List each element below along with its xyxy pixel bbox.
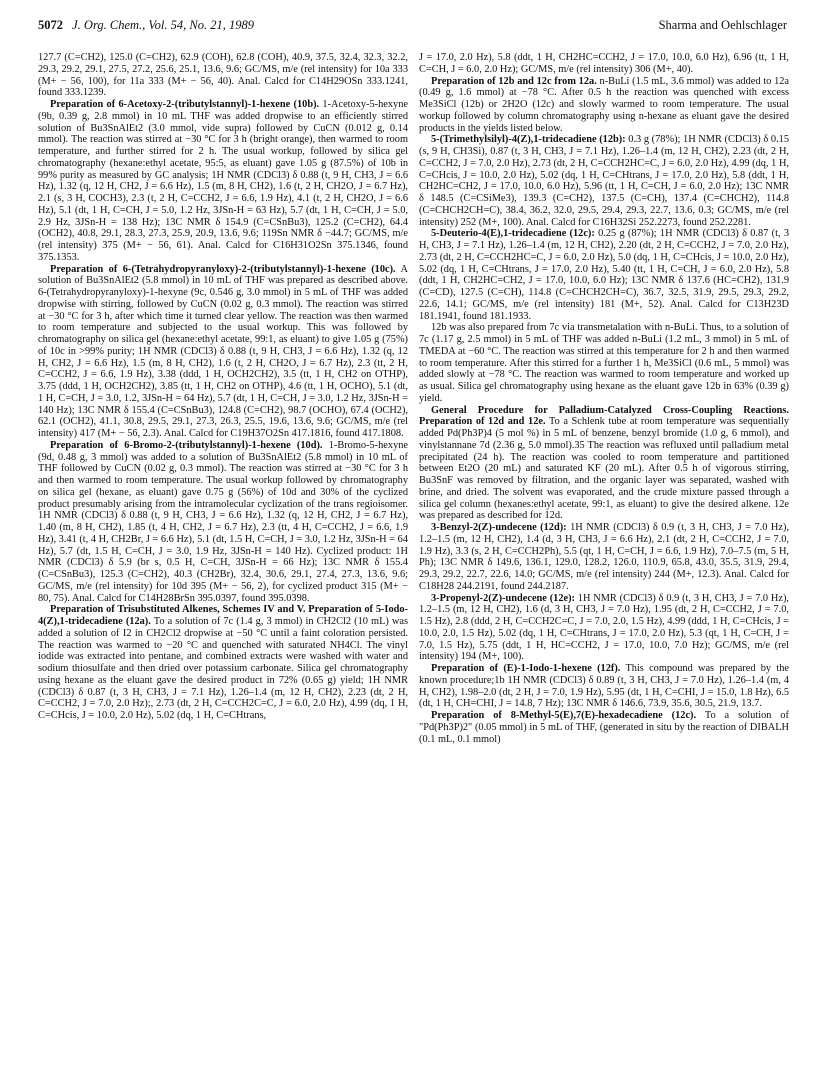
section-heading: Preparation of (E)-1-Iodo-1-hexene (12f). [431,663,621,674]
paragraph-text: n-BuLi (1.5 mL, 3.6 mmol) was added to 12a (0.49 g, 1.6 mmol) at −78 °C. After 0.5 h the reaction was quenched with excess Me3SiCl (12b) or 2H2O (12c) and slowly warmed to room temperature. The usual workup followed by column chromatography using n-hexane as eluant gave the desired products in the yields listed below. [419,75,789,134]
paragraph-text: 1-Bromo-5-hexyne (9d, 0.48 g, 3 mmol) was added to a solution of Bu3SnAlEt2 (5.8 mmol) in 10 mL of THF followed by CuCN (0.02 g, 0.3 mmol). The reaction was stirred at −30 °C for 3 h and then warmed to room temperature. The usual workup followed by chromatography on silica gel (hexane, as eluant) gave 0.75 g (56%) of 10d and 30% of the cyclized product presumably arising from the intramolecular cyclization of the trans regioisomer. 1H NMR (CDCl3) δ 0.88 (t, 9 H, CH3, J = 6.6 Hz), 1.32 (q, 12 H, CH2, J = 6.7 Hz), 1.40 (m, 8 H, CH2), 1.85 (t, 4 H, CH2, J = 6.7 Hz), 2.3 (tt, 4 H, C=CCH2, J = 6.6, 1.9 Hz), 3.41 (t, 4 H, CH2Br, J = 6.6 Hz), 5.1 (dt, 1.5 H, C=CH, J = 3.0, 1.2 Hz, 3JSn-H = 64 Hz), 5.7 (dt, 1.5 H, C=CH, J = 3.0, 1.9 Hz, 3JSn-H = 140 Hz). Cyclized product: 1H NMR (CDCl3) δ 5.9 (br s, 0.5 H, C=CH, 3JSn-H = 66 Hz); 13C NMR δ 155.4 (C=CSnBu3), 125.3 (C=CH2), 40.3 (CH2Br), 32.4, 30.6, 29.1, 27.4, 27.3, 13.6, 9.6; GC/MS, m/e (rel intensity) for 10d 395 (M+ − 56, 2), for cyclized product 315 (M+ − 80, 75). Anal. Calcd for C14H28BrSn 395.0397, found 395.0398. [38,439,408,604]
paragraph [419,710,789,745]
paragraph-text: 1H NMR (CDCl3) δ 0.9 (t, 3 H, CH3, J = 7.0 Hz), 1.2–1.5 (m, 12 H, CH2), 1.6 (d, 3 H, CH3, J = 7.0 Hz), 1.95 (dt, 2 H, C=CCH2, J = 7.0, 1.5 Hz), 2.8 (ddd, 2 H, C=CCH2C=C, J = 7.0, 2.0, 1.5 Hz), 4.99 (ddd, 1 H, C=CHcis, J = 10.0, 2.0, 1.5 Hz), 5.02 (dq, 1 H, C=CHtrans, J = 17.0, 2.0 Hz), 5.3 (qt, 1 H, C=CH, J = 7.0, 1.5 Hz), 5.75 (ddt, 1 H, HC=CCH2, J = 17.0, 10.0, 7.0 Hz); GC/MS, m/e (rel intensity) 194 (M+, 100). [419,592,789,663]
paragraph [419,52,789,76]
section-heading: Preparation of 6-Acetoxy-2-(tributylstannyl)-1-hexene (10b). [50,99,320,110]
paragraph [38,604,408,722]
paragraph-text: To a solution of 7c (1.4 g, 3 mmol) in CH2Cl2 (10 mL) was added a solution of I2 in CH2Cl2 dropwise at −50 °C until a faint coloration persisted. The reaction was warmed to −20 °C and quenched with saturated NH4Cl. The vinyl iodide was extracted into pentane, and combined extracts were washed with water and sodium thiosulfate and then dried over potassium carbonate. Silica gel chromatography using hexane as the eluant gave the desired product in 72% (0.65 g) yield; 1H NMR (CDCl3) δ 0.87 (t, 3 H, CH3, J = 7.1 Hz), 1.26–1.4 (m, 12 H, CH2), 2.23 (dt, 2 H, C=CCH2, J = 7.0, 2.0 Hz);, 2.73 (dt, 2 H, C=CCH2C=C, J = 6.0, 2.0 Hz), 4.99 (dq, 1 H, C=CHcis, J = 10.0, 2.0 Hz), 5.02 (dq, 1 H, C=CHtrans, [38,616,408,721]
journal-citation: J. Org. Chem., Vol. 54, No. 21, 1989 [72,18,254,32]
paragraph [38,440,408,605]
compound-heading: 5-Deuterio-4(E),1-tridecadiene (12c): [431,228,595,240]
paragraph-text: J = 17.0, 2.0 Hz), 5.8 (ddt, 1 H, CH2HC=CCH2, J = 17.0, 10.0, 6.0 Hz), 6.96 (tt, 1 H, C=CH, J = 6.0, 2.0 Hz); GC/MS, m/e (rel intensity) 306 (M+, 40). [419,52,789,75]
section-heading: Preparation of 8-Methyl-5(E),7(E)-hexadecadiene (12c). [431,710,697,721]
paragraph-text: To a solution of "Pd(Ph3P)2" (0.05 mmol) in 5 mL of THF, (generated in situ by the reaction of DIBALH (0.1 mL, 0.1 mmol) [419,710,789,745]
paragraph-text: This compound was prepared by the known procedure;1b 1H NMR (CDCl3) δ 0.89 (t, 3 H, CH3, J = 7.0 Hz), 1.26–1.4 (m, 4 H, CH2), 1.98–2.0 (dt, 2 H, J = 7.0, 1.9 Hz), 5.95 (dt, 1 H, C=CHI, J = 15.0, 1.8 Hz), 6.5 (dt, 1 H, CH=CHI, J = 14.8, 7 Hz); 13C NMR δ 146.6, 73.9, 35.6, 30.5, 21.9, 13.7. [419,663,789,710]
section-heading: Preparation of 6-Bromo-2-(tributylstannyl)-1-hexene (10d). [50,439,323,451]
paragraph-text: 127.7 (C=CH2), 125.0 (C=CH2), 62.9 (COH), 62.8 (COH), 40.9, 37.5, 32.4, 32.3, 32.2, 29.3, 29.2, 29.1, 27.5, 27.2, 25.6, 25.1, 13.6, 9.6; GC/MS, m/e (rel intensity) for 10a 333 (M+ − 56, 100), for 11a 333 (M+ − 56, 40). Anal. Calcd for C14H29OSn 333.1241, found 333.1239. [38,52,408,99]
section-heading: Preparation of Trisubstituted Alkenes, Schemes IV and V. Preparation of 5-Iodo-4(Z),1-tridecadiene (12a). [38,604,408,627]
paragraph [419,322,789,404]
right-column [419,52,789,745]
paragraph [38,52,408,99]
paragraph [419,663,789,710]
page-number: 5072 [38,18,63,32]
paragraph-text: To a Schlenk tube at room temperature was sequentially added Pd(Ph3P)4 (5 mol %) in 5 mL of benzene, benzyl bromide (1.0 g, 6 mmol), and vinylstannane 7d (2.36 g, 5.0 mmol).35 The reaction was refluxed until palladium metal precipitated (24 h). The reaction was cooled to room temperature and partitioned between Et2O (20 mL) and saturated KF (20 mL). After 0.5 h of vigorous stirring, Bu3SnF was removed by filtration, and the organic layer was separated, washed with brine, and dried. The solvent was evaporated, and the crude mixture passed through a silica gel column (hexanes:ethyl acetate, 99:1, as eluant) to give the desired alkene. 12e was prepared as described for 12d. [419,416,790,522]
running-authors: Sharma and Oehlschlager [658,18,787,32]
section-heading: Preparation of 12b and 12c from 12a. [431,75,597,87]
paragraph-text: 0.25 g (87%); 1H NMR (CDCl3) δ 0.87 (t, 3 H, CH3, J = 7.1 Hz), 1.26–1.4 (m, 12 H, CH2), 2.20 (dt, 2 H, C=CCH2, J = 7.0, 2.0 Hz), 2.73 (dt, 2 H, C=CCH2HC=C, J = 6.0, 2.0 Hz), 5.0 (dq, 1 H, C=CHcis, J = 10.0, 2.0 Hz), 5.02 (dq, 1 H, C=CHtrans, J = 17.0, 2.0 Hz), 5.40 (tt, 1 H, C=CH, J = 6.0, 2.0 Hz), 5.8 (ddt, 1 H, CH2HC=CH2, J = 17.0, 10.0, 6.0 Hz); 13C NMR δ 137.6 (HC=CH2), 131.9 (C=CD), 127.5 (C=CH), 114.8 (C=CHCH2CH=C), 36.7, 32.5, 31.9, 29.5, 29.3, 29.2, 22.6, 14.1; GC/MS, m/e (rel intensity) 181 (M+, 52). Anal. Calcd for C13H23D 181.1941, found 181.1933. [419,228,789,322]
paragraph-text: 12b was also prepared from 7c via transmetalation with n-BuLi. Thus, to a solution of 7c (1.17 g, 2.5 mmol) in 5 mL of THF was added n-BuLi (1.2 mL, 3 mmol) in 5 mL of TMEDA at −60 °C. The reaction was stirred at this temperature for 2 h and then warmed to room temperature. After this stirred for a further 1 h, Me3SiCl (0.6 mL, 5 mmol) was added slowly at −78 °C. The reaction was warmed to room temperature and worked up as usual. Silica gel chromatography using hexane as the eluant gave 12b in 63% (0.39 g) yield. [419,322,789,404]
compound-heading: 3-Benzyl-2(Z)-undecene (12d): [431,522,567,533]
paragraph-text: 1-Acetoxy-5-hexyne (9b, 0.39 g, 2.8 mmol) in 10 mL THF was added dropwise to an efficiently stirred solution of Bu3SnAlEt2 (3.0 mmol, vide supra) followed by CuCN (0.012 g, 0.14 mmol). The reaction was stirred at −30 °C for 3 h (bright orange), then warmed to room temperature, and further stirred for 2 h. The usual workup, followed by silica gel chromatography (hexane:ethyl acetate, 95:5, as eluant) gave 1.05 g (87.5%) of 10b in 99% purity as measured by GC analysis; 1H NMR (CDCl3) δ 0.88 (t, 9 H, CH3, J = 6.6 Hz), 1.32 (q, 12 H, CH2, J = 6.6 Hz), 1.5 (m, 8 H, CH2), 1.6 (t, 2 H, CH2O, J = 6.7 Hz), 2.1 (s, 3 H, COCH3), 2.3 (t, 2 H, C=CCH2, J = 6.6, 1.9 Hz), 4.1 (t, 2 H, CH2O, J = 6.6 Hz), 5.1 (dt, 1 H, C=CH, J = 5.0, 1.2 Hz, 3JSn-H = 63 Hz), 5.7 (dt, 1 H, C=CH, J = 5.0, 2.9 Hz, 3JSn-H = 138 Hz); 13C NMR δ 154.9 (C=CSnBu3), 125.2 (C=CH2), 64.4 (OCH2), 40.8, 29.1, 28.3, 27.3, 25.9, 20.9, 13.6, 9.6; 119Sn NMR δ −44.7; GC/MS, m/e (rel intensity) 375 (M+ − 56, 61). Anal. Calcd for C16H31O2Sn 375.1346, found 375.1353. [38,99,408,263]
paragraph-text: 1H NMR (CDCl3) δ 0.9 (t, 3 H, CH3, J = 7.0 Hz), 1.2–1.5 (m, 12 H, CH2), 1.4 (d, 3 H, CH3, J = 6.6 Hz), 2.1 (dt, 2 H, C=CCH2, J = 7.0, 1.9 Hz), 3.3 (s, 2 H, C=CCH2Ph), 5.5 (qt, 1 H, C=CH, J = 6.6, 1.9 Hz), 7.0–7.5 (m, 5 H, Ph); 13C NMR δ 149.6, 136.1, 129.0, 128.2, 126.0, 110.9, 65.8, 43.0, 35.5, 31.9, 29.4, 29.3, 29.2, 22.7, 22.6, 14.0; GC/MS, m/e (rel intensity) 244 (M+, 12.3). Anal. Calcd for C18H28 244.2191, found 244.2187. [419,522,789,592]
paragraph [419,522,789,593]
paragraph-text: A solution of Bu3SnAlEt2 (5.8 mmol) in 10 mL of THF was prepared as described above. 6-(Tetrahydropyranyloxy)-1-hexyne (9c, 0.546 g, 3.0 mmol) in 5 mL of THF was added dropwise with stirring, followed by CuCN (0.02 g, 0.3 mmol). The reaction was stirred at −30 °C for 3 h, after which time it turned clear yellow. The reaction was then warmed to room temperature and subjected to the usual workup. This was followed by chromatography on silica gel (hexane:ethyl acetate, 99:1, as eluant) to give 1.05 g (75%) of 10c in >99% purity; 1H NMR (CDCl3) δ 0.88 (t, 9 H, CH3, J = 6.6 Hz), 1.32 (q, 12 H, CH2, J = 6.6 Hz), 1.5 (m, 8 H, CH2), 1.6 (t, 2 H, CH2O, J = 6.7 Hz), 2.3 (tt, 2 H, C=CCH2, J = 6.6, 1.9 Hz), 3.38 (ddd, 1 H, OCH2CH2), 3.5 (tt, 1 H, CH2 on OTHP), 3.75 (ddd, 1 H, OCH2CH2), 3.85 (tt, 1 H, CH2 on OTHP), 4.6 (tt, 1 H, OCHO), 5.1 (dt, 1 H, C=CH, J = 3.0, 1.2, 3JSn-H = 64 Hz), 5.7 (dt, 1 H, C=CH, J = 3.0, 1.2 Hz, 3JSn-H = 140 Hz); 13C NMR δ 155.4 (C=CSnBu3), 124.8 (C=CH2), 98.7 (OCHO), 67.4 (OCH2), 62.1 (OCH2), 41.1, 30.8, 29.5, 29.1, 27.3, 26.3, 25.5, 19.6, 13.6, 9.6; GC/MS, m/e (rel intensity) 417 (M+ − 56, 2.3). Anal. Calcd for C19H37O2Sn 417.1816, found 417.1808. [38,263,408,439]
section-heading: Preparation of 6-(Tetrahydropyranyloxy)-2-(tributylstannyl)-1-hexene (10c). [50,263,396,275]
paragraph [419,76,789,135]
section-heading: General Procedure for Palladium-Catalyzed Cross-Coupling Reactions. Preparation of 12d and 12e. [419,404,789,428]
paragraph [38,264,408,440]
compound-heading: 3-Propenyl-2(Z)-undecene (12e): [431,592,575,604]
left-column [38,52,408,722]
paragraph [38,99,408,264]
paragraph [419,228,789,322]
paragraph [419,134,789,228]
page-header [38,18,787,38]
paragraph [419,593,789,664]
compound-heading: 5-(Trimethylsilyl)-4(Z),1-tridecadiene (12b): [431,134,626,146]
header-left [38,18,254,33]
paragraph-text: 0.3 g (78%); 1H NMR (CDCl3) δ 0.15 (s, 9 H, CH3Si), 0.87 (t, 3 H, CH3, J = 7.1 Hz), 1.26–1.4 (m, 12 H, CH2), 2.23 (dt, 2 H, C=CCH2, J = 7.0, 2.0 Hz), 2.73 (dt, 2 H, C=CCH2HC=C, J = 6.0, 2.0 Hz), 4.99 (dq, 1 H, C=CHcis, J = 10.0, 2.0 Hz), 5.02 (dq, 1 H, C=CHtrans, J = 17.0, 2.0 Hz), 5.8 (ddt, 1 H, CH2HC=CH2, J = 17.0, 10.0, 6.0 Hz), 5.96 (tt, 1 H, C=CH, J = 6.0, 2.0 Hz); 13C NMR δ 148.5 (C=CSiMe3), 139.3 (C=CH2), 137.5 (C=CH), 137.4 (C=CHCH2), 114.8 (C=CHCH2CH=C), 38.4, 36.2, 32.0, 29.5, 29.4, 29.3, 22.7, 13.6, 0.3; GC/MS, m/e (rel intensity) 252 (M+, 100). Anal. Calcd for C16H32Si 252.2273, found 252.2281. [419,134,789,228]
paragraph [419,405,789,523]
